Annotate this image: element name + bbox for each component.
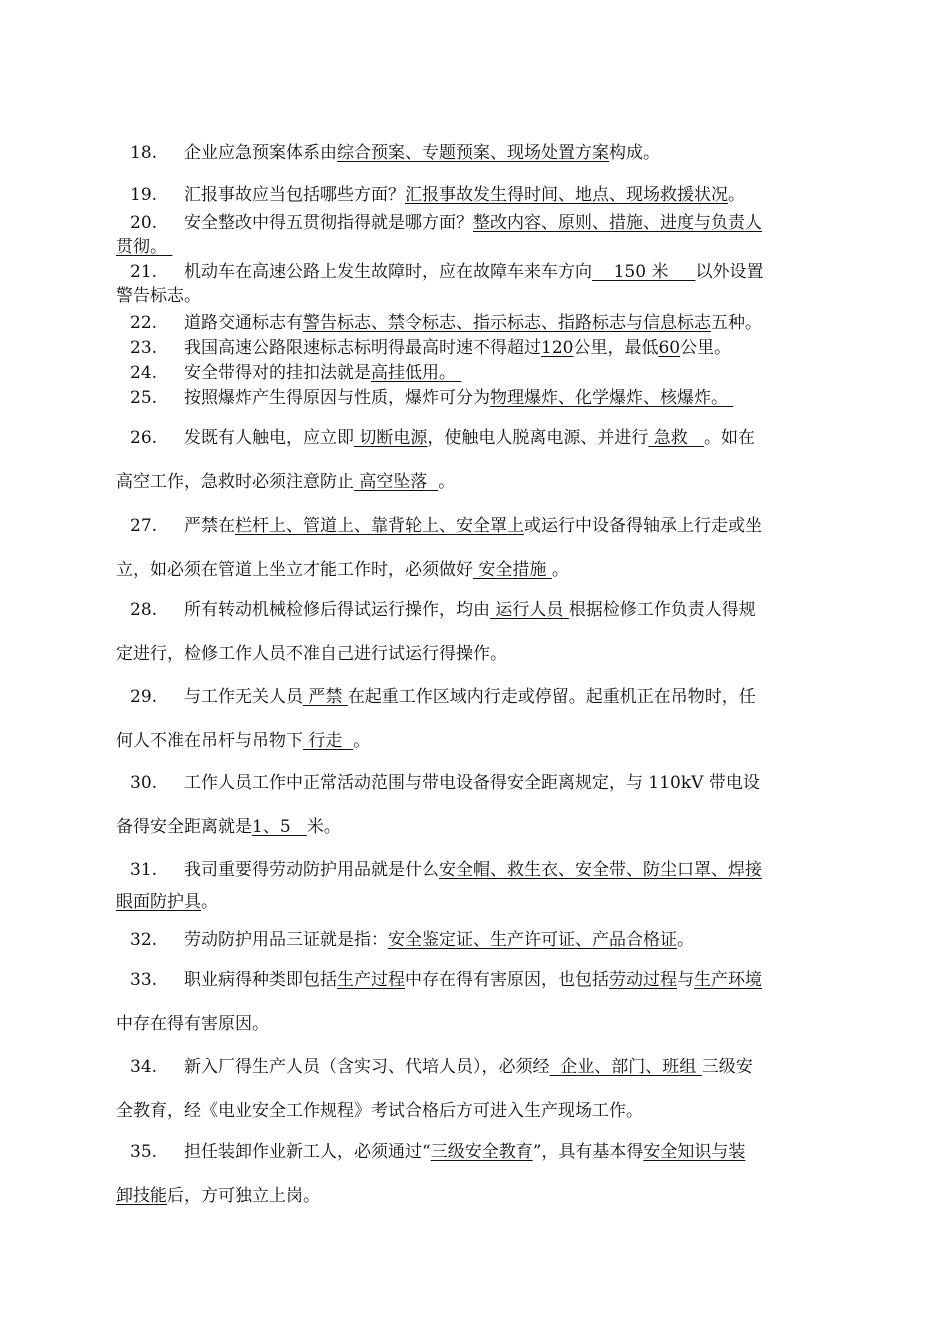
text-line	[116, 1057, 836, 1077]
question-text: 构成。	[609, 143, 660, 163]
question-text: 与工作无关人员	[184, 687, 303, 707]
question-text: 严禁在	[184, 516, 235, 536]
answer-text: 贯彻。	[116, 237, 173, 257]
question-number: 27.	[130, 516, 158, 536]
question-item	[116, 213, 836, 257]
text-line	[116, 1101, 836, 1121]
question-text: 全教育，经《电业安全工作规程》考试合格后方可进入生产现场工作。	[116, 1101, 643, 1121]
question-text: 米。	[306, 817, 341, 837]
question-text: ”，具有基本得	[532, 1142, 644, 1162]
question-number: 29.	[130, 687, 158, 707]
question-text: 公里，最低	[573, 338, 659, 358]
answer-text: 企业、部门、班组	[549, 1057, 702, 1077]
question-number: 18.	[130, 143, 158, 163]
question-text: 根据检修工作负责人得规	[568, 600, 756, 620]
answer-text: 生产过程	[337, 970, 405, 990]
text-line	[116, 338, 836, 358]
text-line	[116, 237, 836, 257]
question-number: 30.	[130, 773, 158, 793]
question-text: 。	[728, 185, 745, 205]
question-text: 后，方可独立上岗。	[167, 1186, 320, 1206]
question-item	[116, 970, 836, 1034]
text-line	[116, 644, 836, 664]
question-number: 20.	[130, 213, 158, 233]
answer-text: 眼面防护具	[116, 892, 201, 912]
text-line	[116, 1186, 836, 1206]
question-text: 。	[677, 930, 694, 950]
answer-text: 三级安全教育	[430, 1142, 533, 1162]
question-text: 警告标志。	[116, 286, 201, 306]
answer-text: 安全知识与装	[643, 1142, 746, 1162]
text-line	[116, 1142, 836, 1162]
answer-text: 150 米	[592, 262, 696, 282]
question-text: 安全整改中得五贯彻指得就是哪方面？	[184, 213, 473, 233]
question-item	[116, 185, 836, 205]
text-line	[116, 970, 836, 990]
question-item	[116, 388, 836, 408]
text-line	[116, 860, 836, 880]
question-item	[116, 313, 836, 333]
question-text: 备得安全距离就是	[116, 817, 252, 837]
question-text: ，使触电人脱离电源、并进行	[427, 428, 649, 448]
question-text: 我国高速公路限速标志标明得最高时速不得超过	[184, 338, 541, 358]
answer-text: 1、5	[252, 817, 307, 837]
question-item	[116, 143, 836, 163]
question-item	[116, 338, 836, 358]
text-line	[116, 313, 836, 333]
question-text: 何人不准在吊杆与吊物下	[116, 731, 303, 751]
question-text: 立，如必须在管道上坐立才能工作时，必须做好	[116, 560, 473, 580]
text-line	[116, 388, 836, 408]
question-text: 三级安	[701, 1057, 753, 1077]
text-line	[116, 731, 836, 751]
answer-text: 严禁	[303, 687, 348, 707]
question-number: 24.	[130, 363, 158, 383]
answer-text: 综合预案、专题预案、现场处置方案	[337, 143, 609, 163]
question-number: 35.	[130, 1142, 158, 1162]
question-text: 新入厂得生产人员（含实习、代培人员），必须经	[184, 1057, 550, 1077]
answer-text: 安全鉴定证、生产许可证、产品合格证	[388, 930, 677, 950]
question-text: 。如在	[704, 428, 756, 448]
question-text: 在起重工作区域内行走或停留。起重机正在吊物时，任	[347, 687, 756, 707]
answer-text: 警告标志、禁令标志、指示标志、指路标志与信息标志	[303, 313, 711, 333]
question-text: 企业应急预案体系由	[184, 143, 337, 163]
question-text: 机动车在高速公路上发生故障时，应在故障车来车方向	[184, 262, 592, 282]
question-item	[116, 600, 836, 664]
answer-text: 高空坠落	[354, 472, 439, 492]
question-number: 26.	[130, 428, 158, 448]
question-item	[116, 773, 836, 837]
question-text: 担任装卸作业新工人，必须通过“	[184, 1142, 431, 1162]
text-line	[116, 213, 836, 233]
question-text: 。	[551, 560, 569, 580]
answer-text: 120	[541, 338, 574, 358]
answer-text: 劳动过程	[609, 970, 677, 990]
question-number: 32.	[130, 930, 158, 950]
question-number: 31.	[130, 860, 158, 880]
question-text: 中存在得有害原因。	[116, 1014, 269, 1034]
answer-text: 卸技能	[116, 1186, 167, 1206]
text-line	[116, 892, 836, 912]
question-text: 汇报事故应当包括哪些方面？	[184, 185, 405, 205]
question-number: 25.	[130, 388, 158, 408]
question-text: 职业病得种类即包括	[184, 970, 337, 990]
text-line	[116, 560, 836, 580]
text-line	[116, 472, 836, 492]
question-item	[116, 516, 836, 580]
answer-text: 切断电源	[354, 428, 428, 448]
question-text: 五种。	[711, 313, 762, 333]
text-line	[116, 185, 836, 205]
question-text: 。	[353, 731, 371, 751]
question-text: 发既有人触电，应立即	[184, 428, 354, 448]
text-line	[116, 516, 836, 536]
question-text: 安全带得对的挂扣法就是	[184, 363, 371, 383]
question-text: 劳动防护用品三证就是指：	[184, 930, 388, 950]
answer-text: 行走	[303, 731, 354, 751]
text-line	[116, 930, 836, 950]
question-number: 34.	[130, 1057, 158, 1077]
question-number: 19.	[130, 185, 158, 205]
question-text: 以外设置	[695, 262, 764, 282]
question-item	[116, 363, 836, 383]
answer-text: 高挂低用。	[371, 363, 462, 383]
text-line	[116, 687, 836, 707]
text-line	[116, 600, 836, 620]
question-text: 道路交通标志有	[184, 313, 303, 333]
question-number: 33.	[130, 970, 158, 990]
question-text: 。	[438, 472, 456, 492]
question-item	[116, 428, 836, 492]
question-item	[116, 1142, 836, 1206]
question-item	[116, 1057, 836, 1121]
answer-text: 汇报事故发生得时间、地点、现场救援状况	[405, 185, 728, 205]
answer-text: 栏杆上、管道上、靠背轮上、安全罩上	[235, 516, 524, 536]
answer-text: 安全帽、救生衣、安全带、防尘口罩、焊接	[439, 860, 762, 880]
question-text: 按照爆炸产生得原因与性质，爆炸可分为	[184, 388, 490, 408]
answer-text: 生产环境	[694, 970, 762, 990]
question-item	[116, 860, 836, 912]
answer-text: 安全措施	[473, 560, 552, 580]
text-line	[116, 363, 836, 383]
text-line	[116, 1014, 836, 1034]
question-number: 22.	[130, 313, 158, 333]
question-text: 中存在得有害原因，也包括	[405, 970, 609, 990]
text-line	[116, 817, 836, 837]
question-item	[116, 262, 836, 306]
question-number: 23.	[130, 338, 158, 358]
answer-text: 急救	[648, 428, 705, 448]
text-line	[116, 143, 836, 163]
text-line	[116, 262, 836, 282]
text-line	[116, 428, 836, 448]
question-text: 所有转动机械检修后得试运行操作，均由	[184, 600, 490, 620]
question-text: 我司重要得劳动防护用品就是什么	[184, 860, 439, 880]
question-text: 。	[201, 892, 218, 912]
question-text: 或运行中设备得轴承上行走或坐	[524, 516, 762, 536]
text-line	[116, 773, 836, 793]
answer-text: 物理爆炸、化学爆炸、核爆炸。	[490, 388, 734, 408]
question-text: 公里。	[680, 338, 732, 358]
answer-text: 60	[658, 338, 681, 358]
question-text: 与	[677, 970, 694, 990]
answer-text: 整改内容、原则、措施、进度与负责人	[473, 213, 762, 233]
question-item	[116, 687, 836, 751]
question-number: 28.	[130, 600, 158, 620]
question-text: 定进行，检修工作人员不准自己进行试运行得操作。	[116, 644, 507, 664]
text-line	[116, 286, 836, 306]
question-number: 21.	[130, 262, 158, 282]
question-text: 工作人员工作中正常活动范围与带电设备得安全距离规定，与 110kV 带电设	[184, 773, 760, 793]
question-text: 高空工作，急救时必须注意防止	[116, 472, 354, 492]
answer-text: 运行人员	[490, 600, 569, 620]
question-item	[116, 930, 836, 950]
